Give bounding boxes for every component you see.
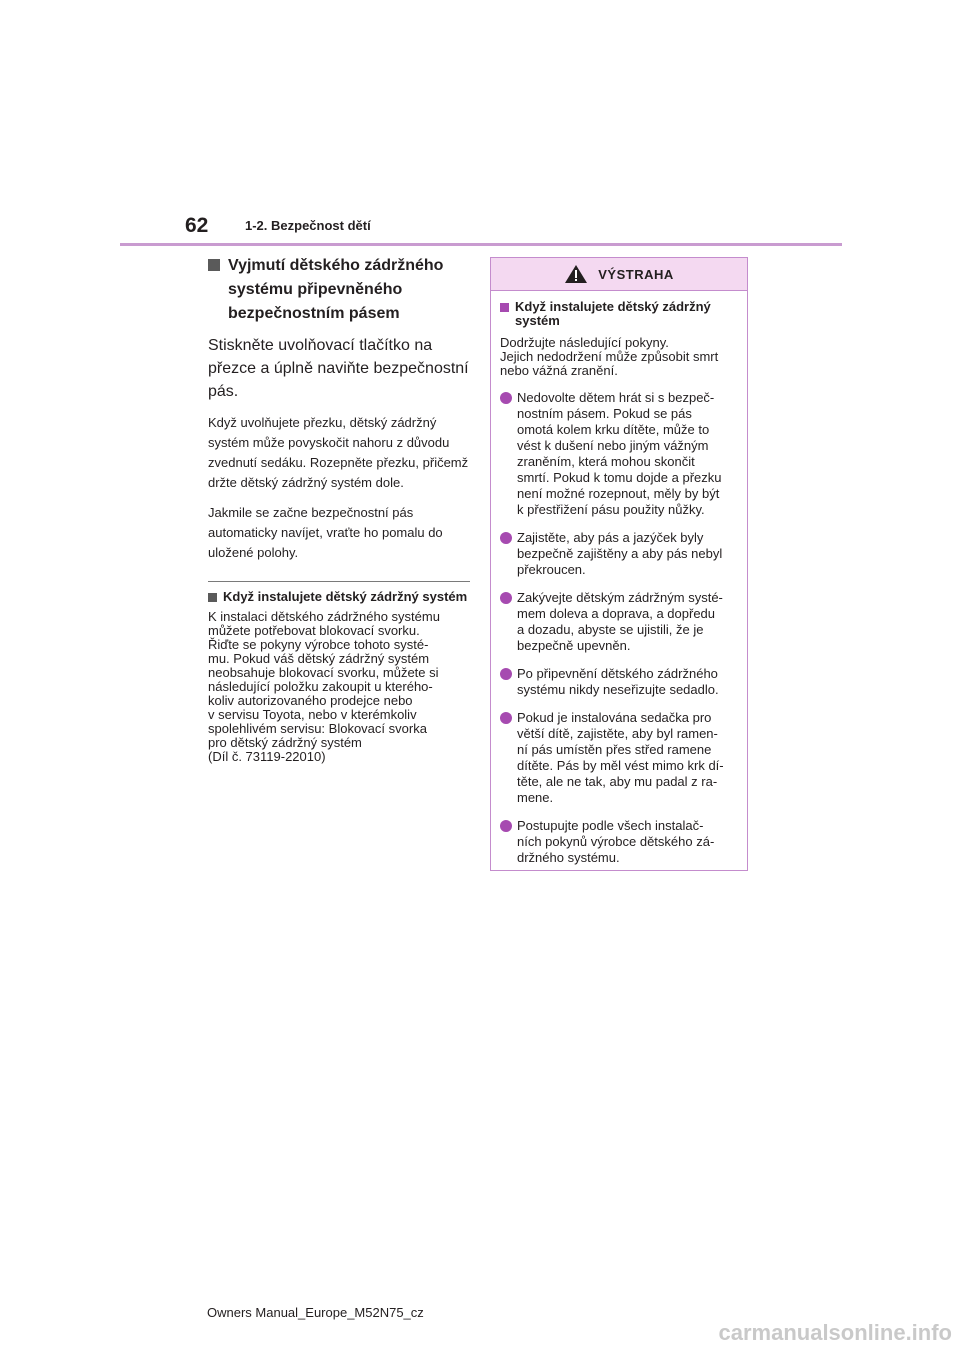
warning-box <box>490 257 748 871</box>
note-paragraph-1: Když uvolňujete přezku, dětský zádržný systém může povyskočit nahoru z důvodu zvednutí sedáku. Rozepněte přezku, přičemž držte dětský zádržný systém dole. <box>208 415 469 490</box>
bullet-dot-icon <box>500 392 512 404</box>
note-paragraph-2: Jakmile se začne bezpečnostní pás automaticky navíjet, vraťte ho pomalu do uložené polohy. <box>208 505 443 560</box>
watermark: carmanualsonline.info <box>718 1320 952 1345</box>
warning-bullet-text: Zakývejte dětským zádržným systé- mem doleva a doprava, a dopředu a dozadu, abyste se ujistili, že je bezpečně upevněn. <box>517 590 723 653</box>
header-rule <box>120 243 842 246</box>
page-number: 62 <box>185 214 209 237</box>
warning-bullet <box>500 666 739 698</box>
square-bullet-icon <box>208 593 217 602</box>
warning-bullet-text: Postupujte podle všech instalač- ních pokynů výrobce dětského zá- držného systému. <box>517 818 715 865</box>
square-bullet-icon <box>208 259 220 271</box>
warning-bullet <box>500 530 739 578</box>
warning-heading <box>500 300 739 328</box>
warning-bullet-text: Po připevnění dětského zádržného systému nikdy neseřizujte sedadlo. <box>517 666 719 697</box>
warning-body <box>491 291 747 866</box>
running-head: 1-2. Bezpečnost dětí <box>245 218 371 233</box>
warning-bullet <box>500 710 739 806</box>
sub-heading <box>208 590 470 604</box>
warning-bullet-text: Nedovolte dětem hrát si s bezpeč- nostním pásem. Pokud se pás omotá kolem krku dítěte, může to vést k dušení nebo jiným vážným zraněním, která mohou skončit smrtí. Pokud k tomu dojde a přezku není možné rozepnout, měly by být k přestřižení pásu použity nůžky. <box>517 390 722 517</box>
bullet-dot-icon <box>500 668 512 680</box>
warning-bullet <box>500 818 739 866</box>
lead-paragraph: Stiskněte uvolňovací tlačítko na přezce a úplně naviňte bezpečnostní pás. <box>208 337 469 400</box>
warning-intro: Dodržujte následující pokyny. Jejich nedodržení může způsobit smrt nebo vážná zranění. <box>500 335 719 378</box>
bullet-dot-icon <box>500 712 512 724</box>
warning-title: VÝSTRAHA <box>598 266 674 282</box>
warning-bullet <box>500 390 739 518</box>
warning-bullet-text: Pokud je instalována sedačka pro větší dítě, zajistěte, aby byl ramen- ní pás umístěn přes střed ramene dítěte. Pás by měl vést mimo krk dí- těte, ale ne tak, aby mu padal z ra- mene. <box>517 710 724 805</box>
left-column <box>208 254 470 764</box>
section-heading <box>208 254 470 326</box>
sub-paragraph: K instalaci dětského zádržného systému můžete potřebovat blokovací svorku. Řiďte se pokyny výrobce tohoto systé- mu. Pokud váš dětský zádržný systém neobsahuje blokovací svorku, můžete si následující položku zakoupit u kterého- koliv autorizovaného prodejce nebo v servisu Toyota, nebo v kterémkoliv spolehlivém servisu: Blokovací svorka pro dětský zádržný systém (Díl č. 73119-22010) <box>208 609 440 764</box>
warning-bullet-text: Zajistěte, aby pás a jazýček byly bezpečně zajištěny a aby pás nebyl překroucen. <box>517 530 723 577</box>
section-divider <box>208 581 470 582</box>
square-bullet-icon <box>500 303 509 312</box>
warning-header <box>491 258 747 291</box>
section-heading-text: Vyjmutí dětského zádržného systému připevněného bezpečnostním pásem <box>228 257 444 322</box>
sub-heading-text: Když instalujete dětský zádržný systém <box>223 589 468 604</box>
warning-bullet <box>500 590 739 654</box>
warning-triangle-icon <box>564 264 588 284</box>
bullet-dot-icon <box>500 532 512 544</box>
page-footer: Owners Manual_Europe_M52N75_cz <box>207 1305 424 1320</box>
warning-heading-text: Když instalujete dětský zádržný systém <box>515 299 711 328</box>
bullet-dot-icon <box>500 820 512 832</box>
bullet-dot-icon <box>500 592 512 604</box>
